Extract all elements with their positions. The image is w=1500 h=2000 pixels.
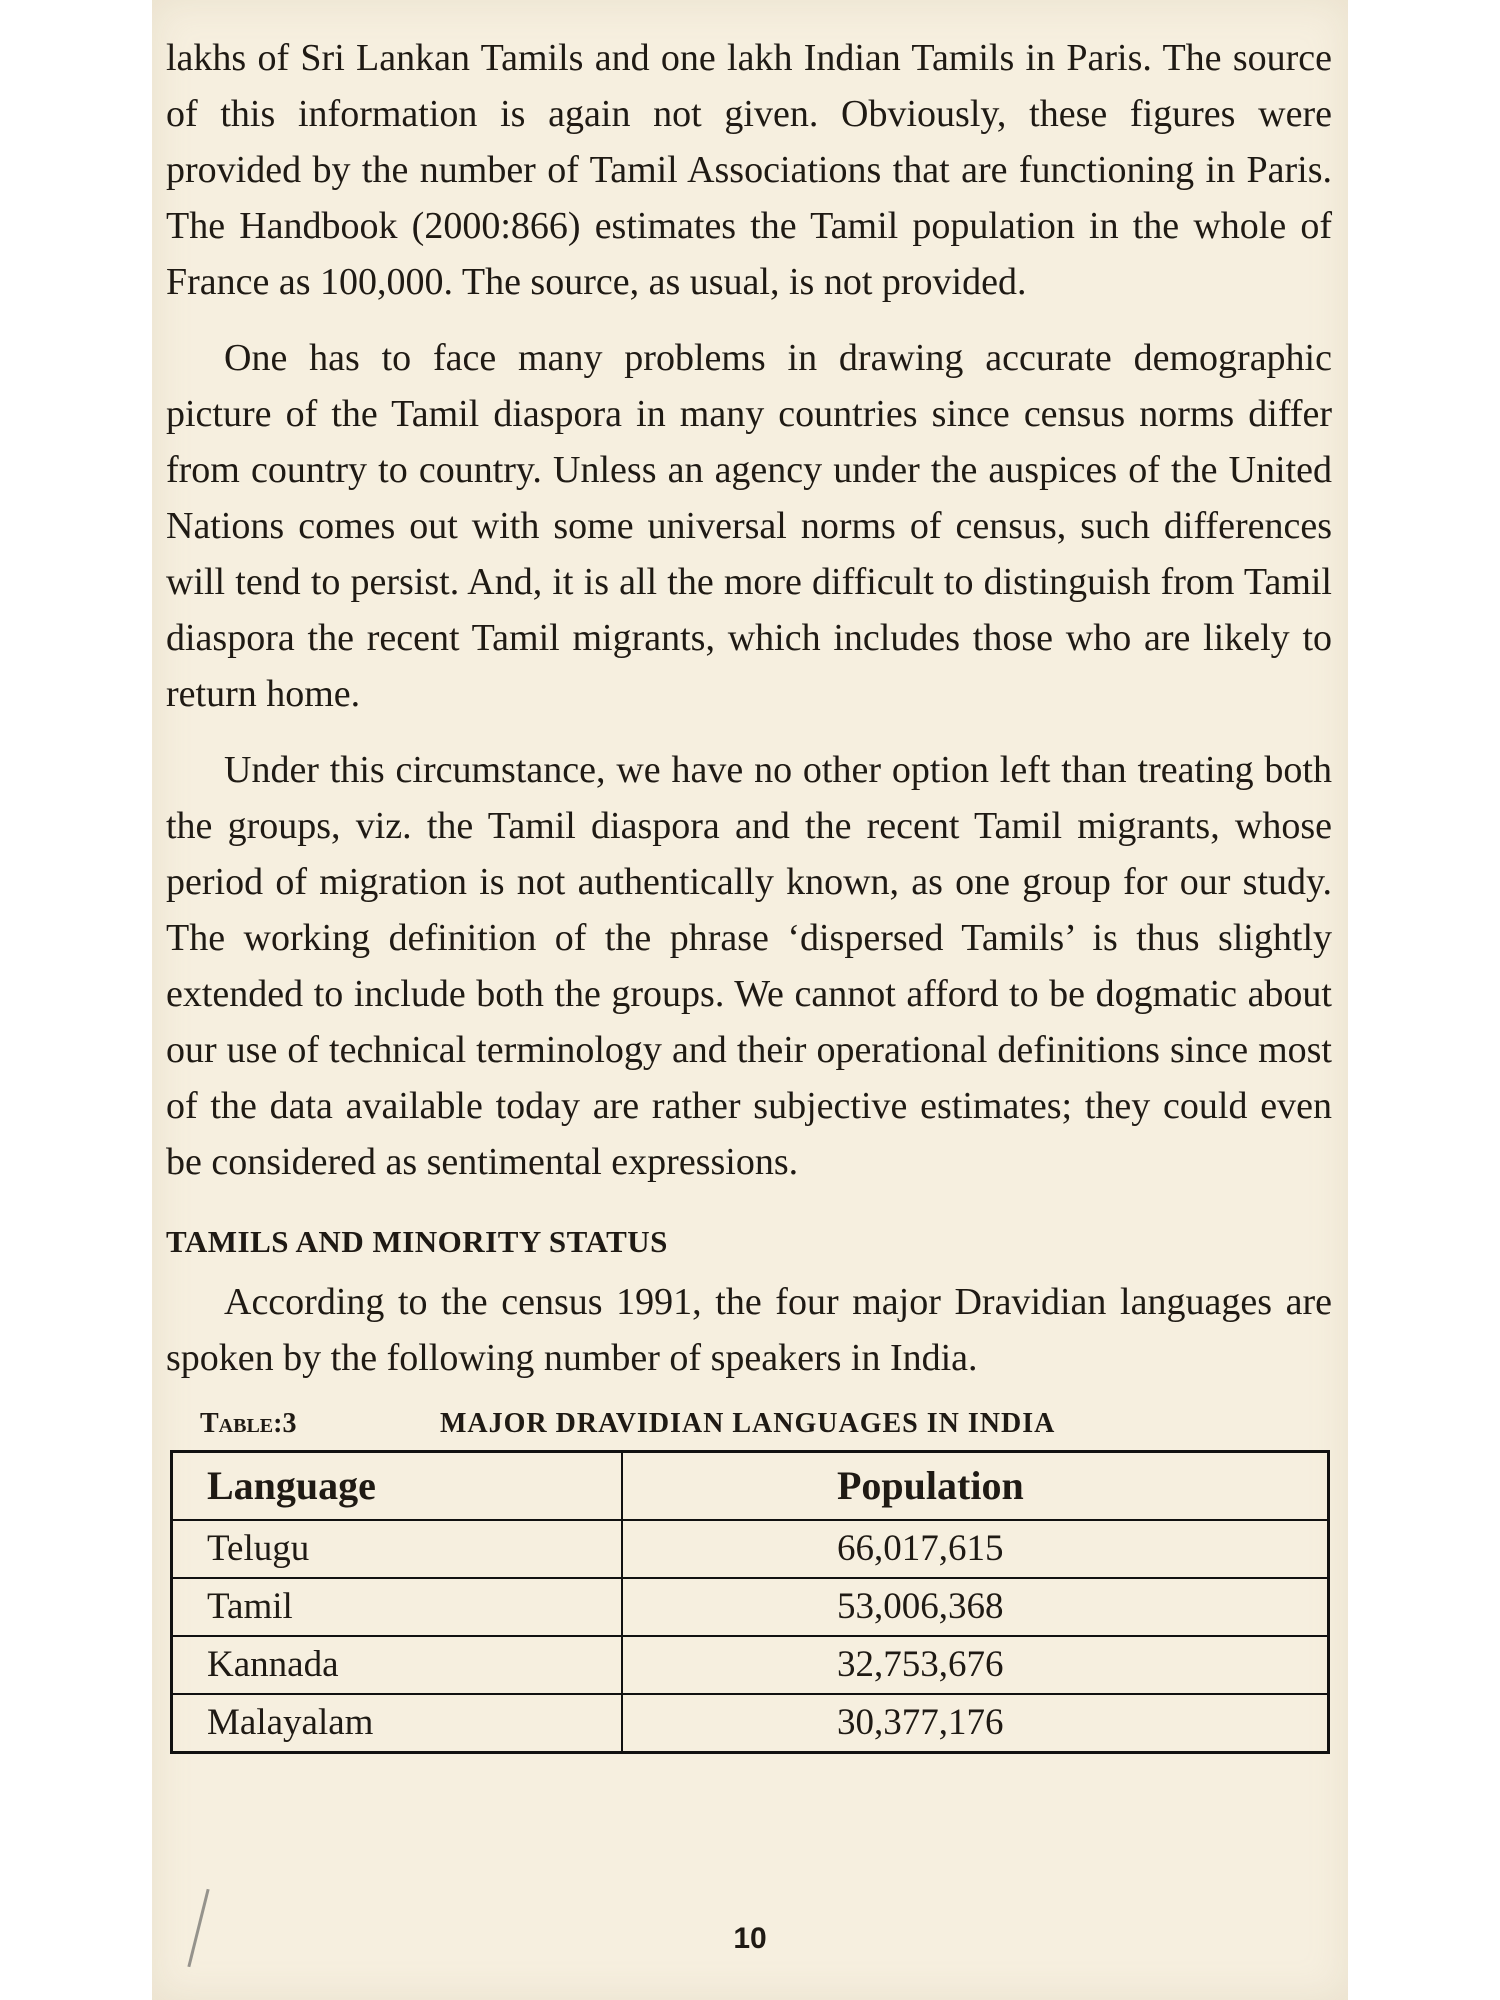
table-row: [172, 1578, 1329, 1636]
paragraph-3: Under this circumstance, we have no other option left than treating both the groups, viz. the Tamil diaspora and the recent Tamil migrants, whose period of migration is not authentically known, as one group for our study. The working definition of the phrase ‘dispersed Tamils’ is thus slightly extended to include both the groups. We cannot afford to be dogmatic about our use of technical terminology and their operational definitions since most of the data available today are rather subjective estimates; they could even be considered as sentimental expressions.: [166, 749, 1332, 1183]
book-page: [152, 0, 1348, 2000]
cell-language: Malayalam: [172, 1694, 623, 1753]
cell-population: 32,753,676: [622, 1636, 1329, 1694]
page-content: [166, 30, 1332, 1754]
cell-language: Tamil: [172, 1578, 623, 1636]
header-population: Population: [622, 1452, 1329, 1521]
page-number: 10: [733, 1922, 767, 1955]
cell-population: 53,006,368: [622, 1578, 1329, 1636]
table-row: [172, 1694, 1329, 1753]
paragraph-1: lakhs of Sri Lankan Tamils and one lakh Indian Tamils in Paris. The source of this information is again not given. Obviously, these figures were provided by the number of Tamil Associations that are functioning in Paris. The Handbook (2000:866) estimates the Tamil population in the whole of France as 100,000. The source, as usual, is not provided.: [166, 37, 1332, 303]
table-label: Table:3: [200, 1408, 297, 1439]
section-heading: TAMILS AND MINORITY STATUS: [166, 1224, 668, 1259]
cell-population: 30,377,176: [622, 1694, 1329, 1753]
cell-population: 66,017,615: [622, 1520, 1329, 1578]
table-caption: [200, 1404, 1332, 1444]
header-language: Language: [172, 1452, 623, 1521]
intro-paragraph: According to the census 1991, the four major Dravidian languages are spoken by the following number of speakers in India.: [166, 1281, 1332, 1379]
paragraph-2: One has to face many problems in drawing accurate demographic picture of the Tamil diaspora in many countries since census norms differ from country to country. Unless an agency under the auspices of the United Nations comes out with some universal norms of census, such differences will tend to persist. And, it is all the more difficult to distinguish from Tamil diaspora the recent Tamil migrants, which includes those who are likely to return home.: [166, 337, 1332, 715]
table-row: [172, 1520, 1329, 1578]
languages-table: [170, 1450, 1330, 1754]
table-row: [172, 1636, 1329, 1694]
table-header-row: [172, 1452, 1329, 1521]
cell-language: Telugu: [172, 1520, 623, 1578]
cell-language: Kannada: [172, 1636, 623, 1694]
table-title: MAJOR DRAVIDIAN LANGUAGES IN INDIA: [440, 1408, 1056, 1439]
